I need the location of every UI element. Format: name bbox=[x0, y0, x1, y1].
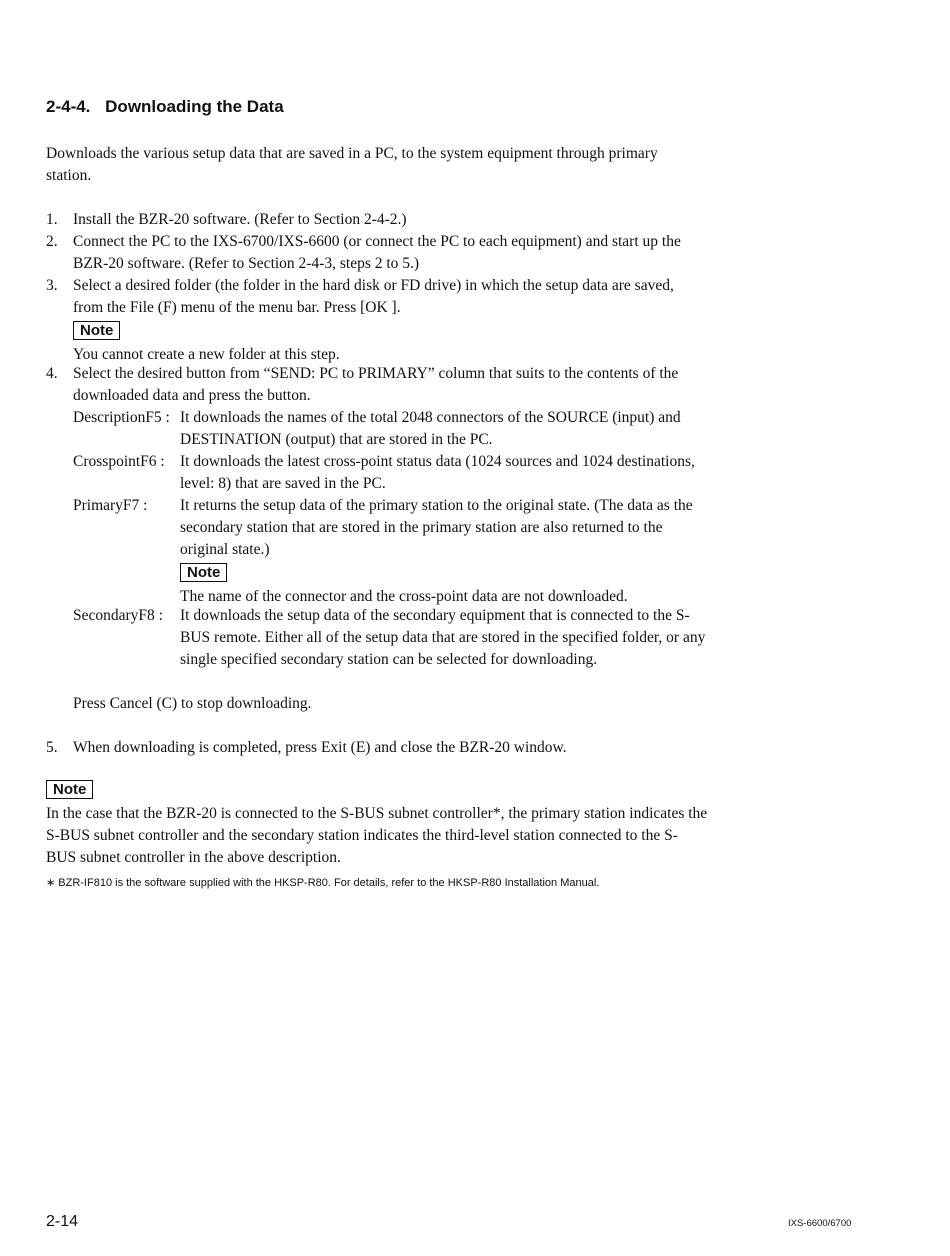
page-number: 2-14 bbox=[46, 1213, 79, 1230]
note-label: Note bbox=[180, 563, 227, 582]
step-number: 4. bbox=[46, 365, 58, 382]
term-text: single specified secondary station can be selected for downloading. bbox=[180, 651, 598, 668]
section-heading bbox=[46, 97, 284, 117]
step-text: downloaded data and press the button. bbox=[73, 387, 311, 404]
term-key: CrosspointF6 : bbox=[73, 453, 165, 470]
term-text: BUS remote. Either all of the setup data that are stored in the specified folder, or any bbox=[180, 629, 706, 646]
note-label: Note bbox=[46, 780, 93, 799]
note-text: BUS subnet controller in the above description. bbox=[46, 849, 341, 866]
term-text: DESTINATION (output) that are stored in the PC. bbox=[180, 431, 493, 448]
term-text: It downloads the latest cross-point status data (1024 sources and 1024 destinations, bbox=[180, 453, 695, 470]
term-key: DescriptionF5 : bbox=[73, 409, 170, 426]
step-text: Select a desired folder (the folder in the hard disk or FD drive) in which the setup data are saved, bbox=[73, 277, 674, 294]
intro-line: Downloads the various setup data that are saved in a PC, to the system equipment through primary bbox=[46, 145, 658, 162]
note-text: The name of the connector and the cross-point data are not downloaded. bbox=[180, 588, 628, 605]
step-text: Connect the PC to the IXS-6700/IXS-6600 (or connect the PC to each equipment) and start up the bbox=[73, 233, 681, 250]
model-number: IXS-6600/6700 bbox=[788, 1218, 852, 1229]
term-text: It downloads the setup data of the secondary equipment that is connected to the S- bbox=[180, 607, 690, 624]
intro-line: station. bbox=[46, 167, 92, 184]
term-text: level: 8) that are saved in the PC. bbox=[180, 475, 386, 492]
section-title: Downloading the Data bbox=[105, 97, 284, 116]
term-key: PrimaryF7 : bbox=[73, 497, 148, 514]
step-number: 2. bbox=[46, 233, 58, 250]
step-number: 5. bbox=[46, 739, 58, 756]
term-text: original state.) bbox=[180, 541, 270, 558]
note-text: S-BUS subnet controller and the secondary station indicates the third-level station connected to the S- bbox=[46, 827, 678, 844]
step-text: BZR-20 software. (Refer to Section 2-4-3, steps 2 to 5.) bbox=[73, 255, 420, 272]
note-text: In the case that the BZR-20 is connected to the S-BUS subnet controller*, the primary station indicates the bbox=[46, 805, 708, 822]
final-note bbox=[46, 780, 766, 869]
section-number: 2-4-4. bbox=[46, 97, 91, 116]
step-text: When downloading is completed, press Exit (E) and close the BZR-20 window. bbox=[73, 739, 567, 756]
term-text: It downloads the names of the total 2048 connectors of the SOURCE (input) and bbox=[180, 409, 681, 426]
term-text: secondary station that are stored in the primary station are also returned to the bbox=[180, 519, 663, 536]
term-key: SecondaryF8 : bbox=[73, 607, 163, 624]
footnote: ∗ BZR-IF810 is the software supplied with the HKSP-R80. For details, refer to the HKSP-R80 Installation Manual. bbox=[46, 877, 600, 889]
step-text: Select the desired button from “SEND: PC to PRIMARY” column that suits to the contents of the bbox=[73, 365, 679, 382]
cancel-instruction: Press Cancel (C) to stop downloading. bbox=[73, 695, 312, 712]
note-label: Note bbox=[73, 321, 120, 340]
step-text: from the File (F) menu of the menu bar. Press [OK ]. bbox=[73, 299, 401, 316]
step-number: 1. bbox=[46, 211, 58, 228]
step-text: Install the BZR-20 software. (Refer to Section 2-4-2.) bbox=[73, 211, 407, 228]
note-text: You cannot create a new folder at this step. bbox=[73, 346, 340, 363]
intro-paragraph bbox=[46, 143, 726, 187]
term-text: It returns the setup data of the primary station to the original state. (The data as the bbox=[180, 497, 693, 514]
step-number: 3. bbox=[46, 277, 58, 294]
